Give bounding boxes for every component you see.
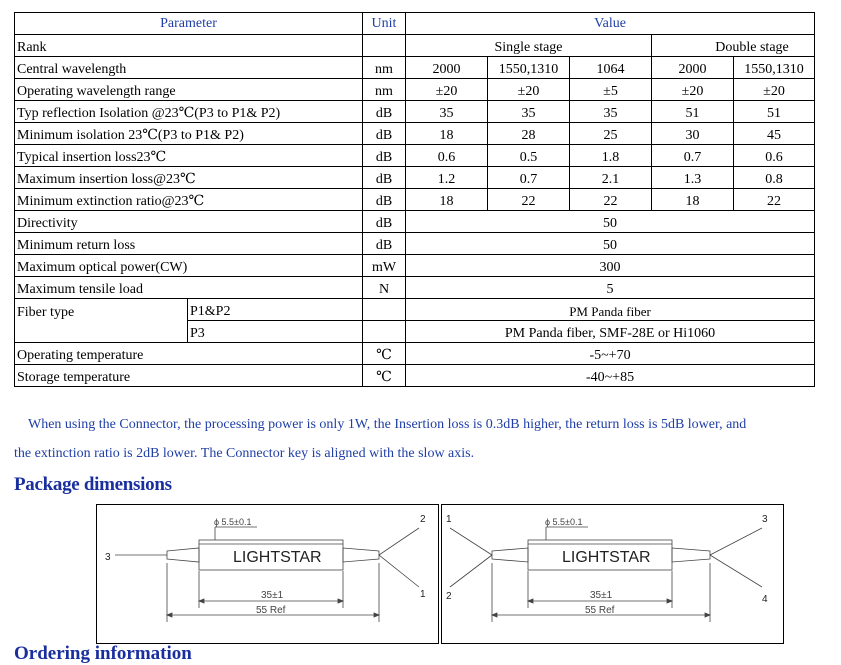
- table-row: [15, 145, 815, 167]
- value-cell: 1.2: [406, 167, 488, 189]
- fiber-p12-label: P1&P2: [188, 299, 363, 321]
- value-cell: 1.3: [652, 167, 734, 189]
- unit-cell: dB: [363, 211, 406, 233]
- connector-note-line-1: When using the Connector, the processing power is only 1W, the Insertion loss is 0.3dB higher, the return loss is 5dB lower, and: [28, 417, 747, 432]
- value-cell: ±20: [488, 79, 570, 101]
- length-label: 35±1: [261, 590, 284, 601]
- table-row: [15, 233, 815, 255]
- unit-cell: nm: [363, 79, 406, 101]
- ref-length-label: 55 Ref: [256, 605, 286, 616]
- unit-cell: dB: [363, 145, 406, 167]
- value-cell: 0.6: [734, 145, 815, 167]
- table-row: [15, 365, 815, 387]
- port-3-label: 3: [762, 514, 768, 525]
- value-cell: ±20: [652, 79, 734, 101]
- table-row: [15, 343, 815, 365]
- value-cell: 2000: [652, 57, 734, 79]
- table-header-row: [15, 13, 815, 35]
- param-label: Minimum return loss: [15, 233, 363, 255]
- param-label: Maximum optical power(CW): [15, 255, 363, 277]
- port-4-label: 4: [762, 594, 768, 605]
- ref-length-label: 55 Ref: [585, 605, 615, 616]
- value-cell: 18: [652, 189, 734, 211]
- value-cell: ±20: [406, 79, 488, 101]
- table-row: [15, 211, 815, 233]
- length-label: 35±1: [590, 590, 613, 601]
- value-cell: 0.6: [406, 145, 488, 167]
- value-cell: 22: [570, 189, 652, 211]
- fiber-p12-unit-empty: [363, 299, 406, 321]
- merged-value-cell: -5~+70: [406, 343, 815, 365]
- fiber-type-row-2: [15, 321, 815, 343]
- merged-value-cell: 300: [406, 255, 815, 277]
- value-cell: 35: [406, 101, 488, 123]
- table-row: [15, 79, 815, 101]
- port-1-label: 1: [420, 589, 426, 600]
- value-cell: 1550,1310: [488, 57, 570, 79]
- merged-rows: [15, 211, 815, 299]
- header-parameter: Parameter: [15, 13, 363, 35]
- merged-value-cell: -40~+85: [406, 365, 815, 387]
- brand-label: LIGHTSTAR: [233, 549, 322, 566]
- unit-cell: mW: [363, 255, 406, 277]
- ordering-information-heading: Ordering information: [14, 643, 192, 664]
- package-drawing-single-stage: [96, 504, 439, 644]
- port-2-label: 2: [446, 591, 452, 602]
- param-label: Typ reflection Isolation @23℃(P3 to P1& P2): [15, 101, 363, 123]
- rank-row: [15, 35, 815, 57]
- param-label: Operating temperature: [15, 343, 363, 365]
- unit-cell: dB: [363, 189, 406, 211]
- param-label: Minimum isolation 23℃(P3 to P1& P2): [15, 123, 363, 145]
- value-cell: 1550,1310: [734, 57, 815, 79]
- port-3-label: 3: [105, 552, 111, 563]
- value-cell: 51: [652, 101, 734, 123]
- value-cell: 35: [488, 101, 570, 123]
- package-dimensions-heading: Package dimensions: [14, 474, 172, 495]
- brand-label: LIGHTSTAR: [562, 549, 651, 566]
- value-cell: 30: [652, 123, 734, 145]
- table-row: [15, 101, 815, 123]
- param-label: Central wavelength: [15, 57, 363, 79]
- unit-cell: nm: [363, 57, 406, 79]
- fiber-type-label: Fiber type: [15, 299, 188, 321]
- diameter-label: ϕ 5.5±0.1: [545, 517, 583, 527]
- package-drawing-right-svg: [442, 505, 783, 643]
- unit-cell: ℃: [363, 365, 406, 387]
- port-2-label: 2: [420, 514, 426, 525]
- param-label: Storage temperature: [15, 365, 363, 387]
- param-label: Typical insertion loss23℃: [15, 145, 363, 167]
- port-1-label: 1: [446, 514, 452, 525]
- header-value: Value: [406, 13, 815, 35]
- diameter-label: ϕ 5.5±0.1: [214, 517, 252, 527]
- header-unit: Unit: [363, 13, 406, 35]
- value-cell: 1064: [570, 57, 652, 79]
- fiber-type-row-1: [15, 299, 815, 321]
- table-row: [15, 167, 815, 189]
- param-label: Maximum tensile load: [15, 277, 363, 299]
- unit-cell: dB: [363, 167, 406, 189]
- value-cell: 28: [488, 123, 570, 145]
- value-cell: 1.8: [570, 145, 652, 167]
- param-label: Maximum insertion loss@23℃: [15, 167, 363, 189]
- rank-label: Rank: [15, 35, 363, 57]
- unit-cell: dB: [363, 123, 406, 145]
- fiber-p12-value: PM Panda fiber: [406, 299, 815, 321]
- table-row: [15, 189, 815, 211]
- param-label: Minimum extinction ratio@23℃: [15, 189, 363, 211]
- fiber-type-label-cont: [15, 321, 188, 343]
- value-cell: 0.7: [488, 167, 570, 189]
- connector-note-line-2: the extinction ratio is 2dB lower. The Connector key is aligned with the slow axis.: [14, 446, 475, 461]
- table-row: [15, 255, 815, 277]
- param-label: Operating wavelength range: [15, 79, 363, 101]
- value-cell: 18: [406, 189, 488, 211]
- value-rows: [15, 57, 815, 211]
- package-drawing-double-stage: [441, 504, 784, 644]
- unit-cell: N: [363, 277, 406, 299]
- value-cell: 0.7: [652, 145, 734, 167]
- value-cell: 25: [570, 123, 652, 145]
- value-cell: 2.1: [570, 167, 652, 189]
- table-row: [15, 57, 815, 79]
- value-cell: 45: [734, 123, 815, 145]
- value-cell: 0.8: [734, 167, 815, 189]
- value-cell: 2000: [406, 57, 488, 79]
- merged-value-cell: 50: [406, 211, 815, 233]
- value-cell: 22: [488, 189, 570, 211]
- value-cell: 35: [570, 101, 652, 123]
- unit-cell: dB: [363, 101, 406, 123]
- merged-value-cell: 5: [406, 277, 815, 299]
- fiber-p3-unit-empty: [363, 321, 406, 343]
- fiber-p3-value: PM Panda fiber, SMF-28E or Hi1060: [406, 321, 815, 343]
- table-row: [15, 277, 815, 299]
- value-cell: 22: [734, 189, 815, 211]
- single-stage-label: Single stage: [406, 35, 652, 57]
- value-cell: 0.5: [488, 145, 570, 167]
- rank-unit-empty: [363, 35, 406, 57]
- table-row: [15, 123, 815, 145]
- unit-cell: ℃: [363, 343, 406, 365]
- value-cell: ±20: [734, 79, 815, 101]
- temperature-rows: [15, 343, 815, 387]
- specification-table: [14, 12, 815, 387]
- param-label: Directivity: [15, 211, 363, 233]
- value-cell: 18: [406, 123, 488, 145]
- double-stage-label: Double stage: [652, 35, 815, 57]
- value-cell: ±5: [570, 79, 652, 101]
- merged-value-cell: 50: [406, 233, 815, 255]
- value-cell: 51: [734, 101, 815, 123]
- fiber-p3-label: P3: [188, 321, 363, 343]
- unit-cell: dB: [363, 233, 406, 255]
- package-drawing-left-svg: [97, 505, 438, 643]
